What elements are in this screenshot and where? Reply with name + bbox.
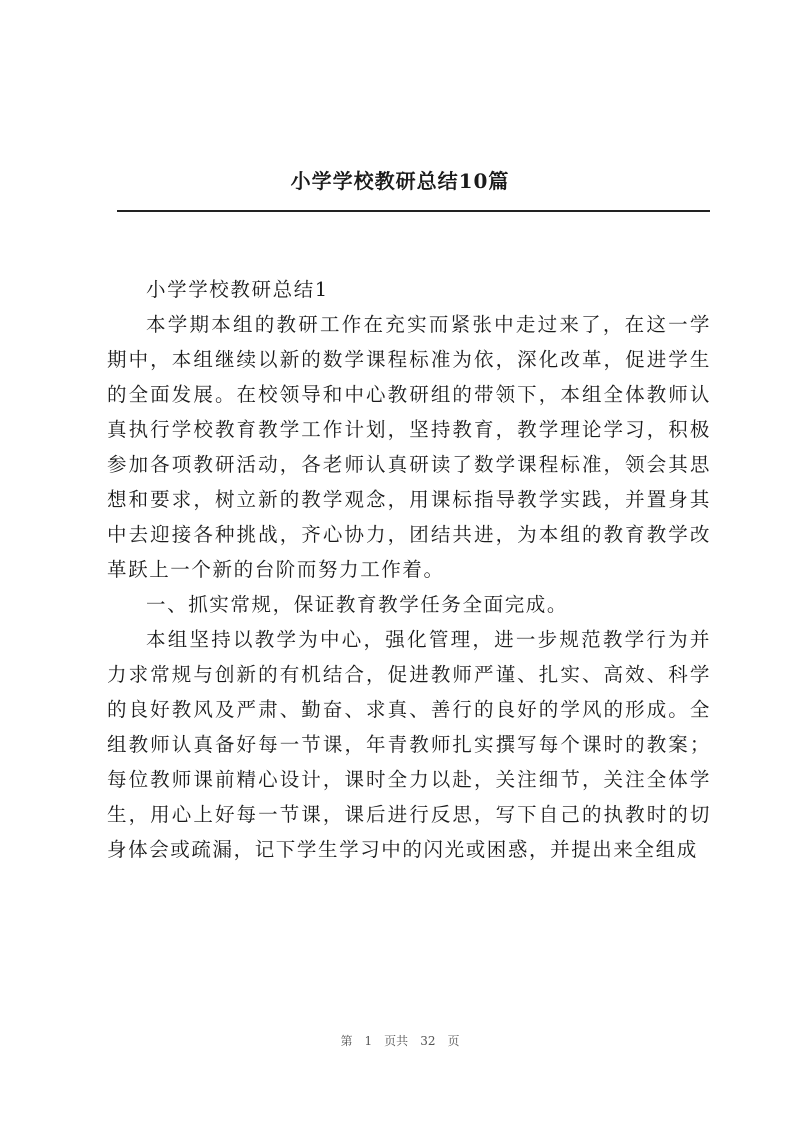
body-paragraph: 本学期本组的教研工作在充实而紧张中走过来了，在这一学期中，本组继续以新的数学课程标准为依，深化改革，促进学生的全面发展。在校领导和中心教研组的带领下，本组全体教师认真执行学校教育教学工作计划，坚持教育，教学理论学习，积极参加各项教研活动，各老师认真研读了数学课程标准，领会其思想和要求，树立新的教学观念，用课标指导教学实践，并置身其中去迎接各种挑战，齐心协力，团结共进，为本组的教育教学改革跃上一个新的台阶而努力工作着。 (107, 313, 711, 581)
page-total-number: 32 (420, 1034, 436, 1048)
body-paragraph: 本组坚持以教学为中心，强化管理，进一步规范教学行为并力求常规与创新的有机结合，促进教师严谨、扎实、高效、科学的良好教风及严肃、勤奋、求真、善行的良好的学风的形成。全组教师认真备好每一节课，年青教师扎实撰写每个课时的教案；每位教师课前精心设计，课时全力以赴，关注细节，关注全体学生，用心上好每一节课，课后进行反思，写下自己的执教时的切身体会或疏漏，记下学生学习中的闪光或困惑，并提出来全组成 (107, 628, 711, 861)
page-current-number: 1 (364, 1034, 373, 1048)
page-label: 第 (340, 1034, 353, 1048)
page-unit-label: 页 (447, 1034, 460, 1048)
subsection-heading: 一、抓实常规，保证教育教学任务全面完成。 (146, 593, 569, 616)
page-mid-label: 页共 (384, 1034, 409, 1048)
page-footer (0, 1032, 800, 1049)
title-divider (117, 210, 710, 212)
document-body (107, 272, 711, 867)
page-title: 小学学校教研总结10篇 (290, 169, 510, 193)
section-heading: 小学学校教研总结1 (146, 278, 329, 301)
